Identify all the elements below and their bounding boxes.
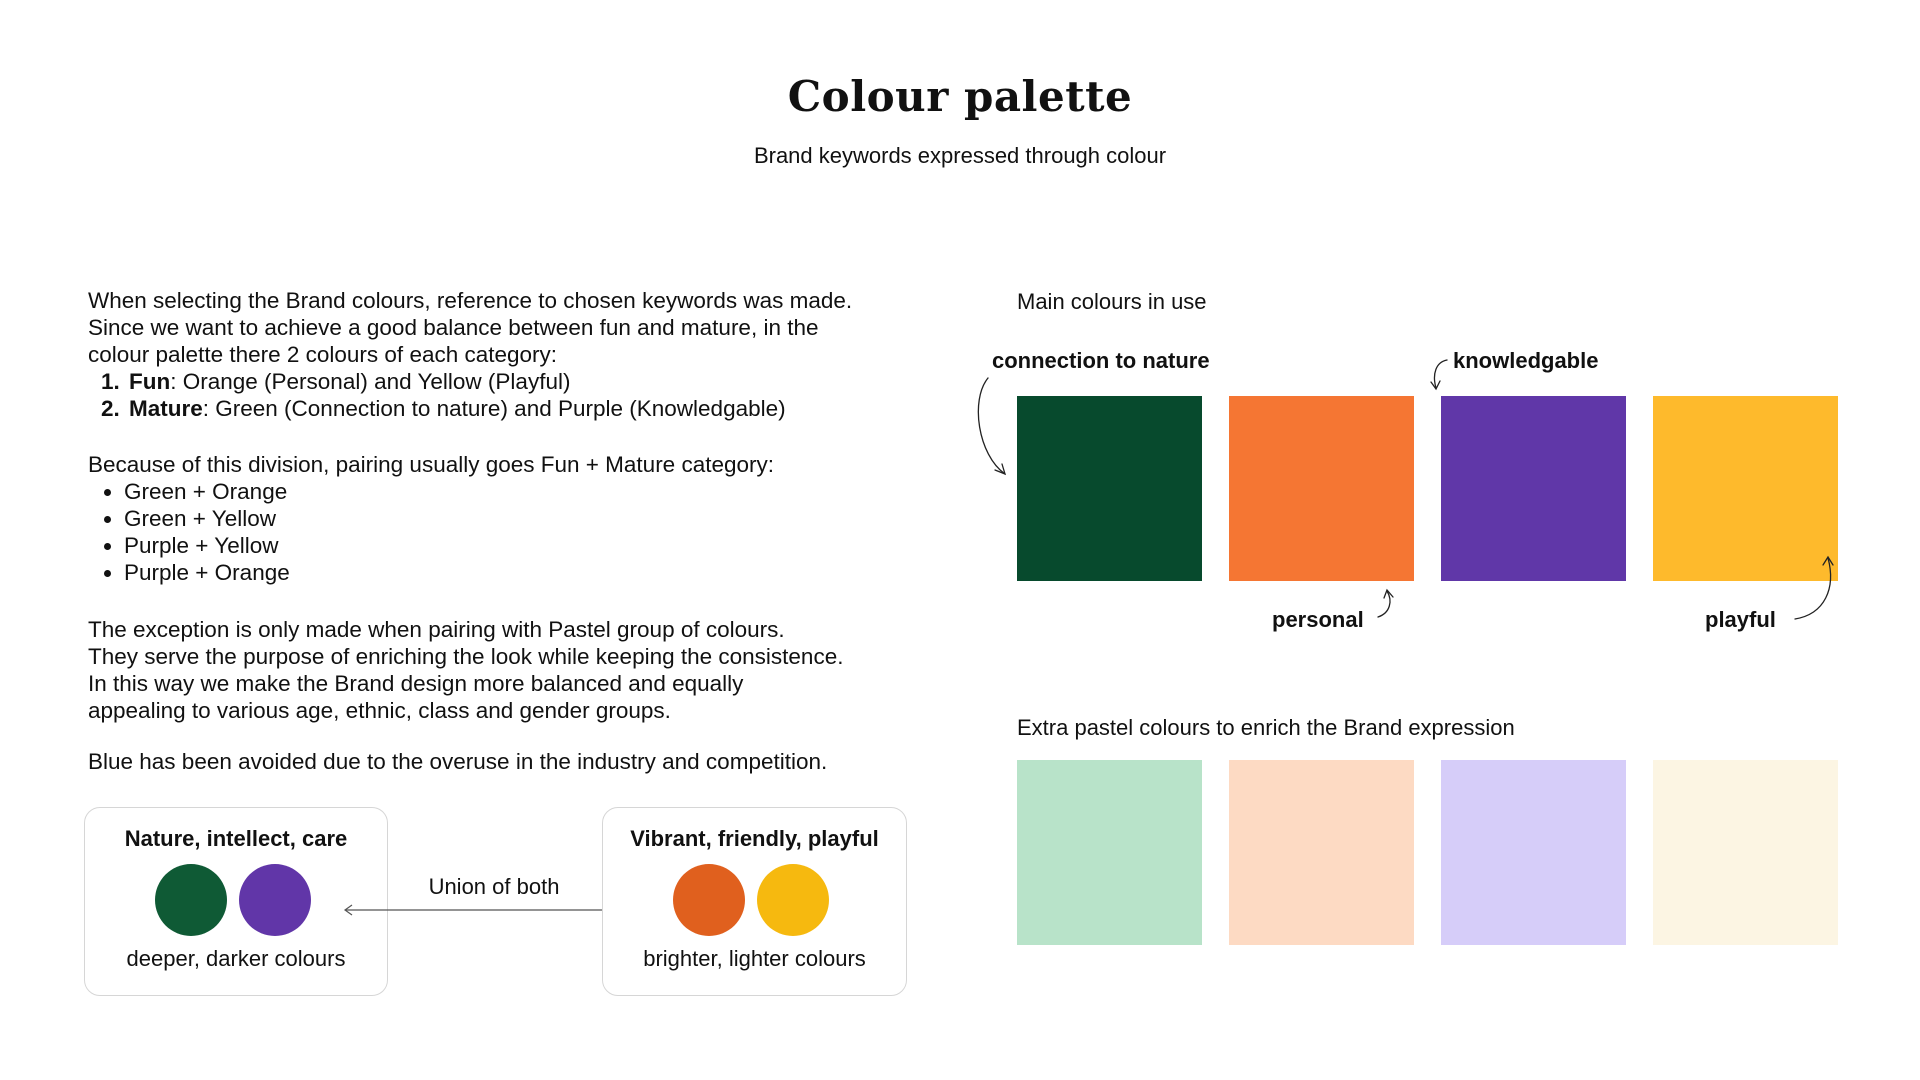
keyword-knowledgable: knowledgable (1453, 348, 1599, 373)
keyword-connection-to-nature: connection to nature (992, 348, 1210, 373)
swatch-yellow (1653, 396, 1838, 581)
swatch-green (1017, 396, 1202, 581)
list-item: • Green + Orange (124, 478, 928, 505)
bright-colours-card (602, 807, 907, 996)
category-detail: : Orange (Personal) and Yellow (Playful) (170, 369, 571, 394)
page-title: Colour palette (787, 72, 1133, 121)
bright-yellow-dot (757, 864, 829, 936)
pairing-intro: Because of this division, pairing usually goes Fun + Mature category: (88, 452, 774, 477)
pairing-paragraph (88, 451, 928, 586)
category-list (88, 368, 928, 422)
swatch-pastel-cream (1653, 760, 1838, 945)
swatch-purple (1441, 396, 1626, 581)
exception-paragraph (88, 616, 928, 724)
extra-colours-label: Extra pastel colours to enrich the Brand expression (1017, 715, 1515, 740)
page-subtitle: Brand keywords expressed through colour (753, 143, 1167, 168)
exception-line: appealing to various age, ethnic, class and gender groups. (88, 698, 671, 723)
keyword-personal: personal (1272, 607, 1364, 632)
swatch-pastel-peach (1229, 760, 1414, 945)
card-caption: brighter, lighter colours (643, 946, 866, 971)
card-heading: Vibrant, friendly, playful (630, 826, 879, 851)
list-item: • Green + Yellow (124, 505, 928, 532)
keyword-playful: playful (1705, 607, 1776, 632)
category-detail: : Green (Connection to nature) and Purple (Knowledgable) (202, 396, 786, 421)
swatch-pastel-green (1017, 760, 1202, 945)
deep-purple-dot (239, 864, 311, 936)
arrow-connection-to-nature (978, 378, 1005, 474)
pairing-list (88, 478, 928, 586)
arrow-head (995, 464, 1005, 474)
category-item-fun (126, 368, 928, 395)
card-heading: Nature, intellect, care (124, 826, 348, 851)
blue-note: Blue has been avoided due to the overuse in the industry and competition. (88, 749, 828, 774)
category-name: Fun (129, 369, 171, 394)
exception-line: In this way we make the Brand design more balanced and equally (88, 671, 744, 696)
bright-orange-dot (673, 864, 745, 936)
list-item: • Purple + Yellow (124, 532, 928, 559)
intro-line: When selecting the Brand colours, reference to chosen keywords was made. (88, 288, 853, 313)
arrow-knowledgable (1434, 360, 1447, 388)
exception-line: They serve the purpose of enriching the look while keeping the consistence. (88, 644, 844, 669)
arrow-head (1384, 590, 1393, 598)
main-colours-label: Main colours in use (1017, 289, 1207, 314)
arrow-head (1431, 381, 1440, 389)
swatch-orange (1229, 396, 1414, 581)
list-item: • Purple + Orange (124, 559, 928, 586)
exception-line: The exception is only made when pairing with Pastel group of colours. (88, 617, 785, 642)
card-caption: deeper, darker colours (126, 946, 346, 971)
intro-line: colour palette there 2 colours of each category: (88, 342, 558, 367)
deep-green-dot (155, 864, 227, 936)
category-name: Mature (129, 396, 203, 421)
intro-line: Since we want to achieve a good balance between fun and mature, in the (88, 315, 819, 340)
category-item-mature (126, 395, 928, 422)
swatch-pastel-lavender (1441, 760, 1626, 945)
arrow-personal (1378, 591, 1390, 617)
intro-paragraph (88, 287, 928, 422)
union-label: Union of both (428, 874, 560, 899)
